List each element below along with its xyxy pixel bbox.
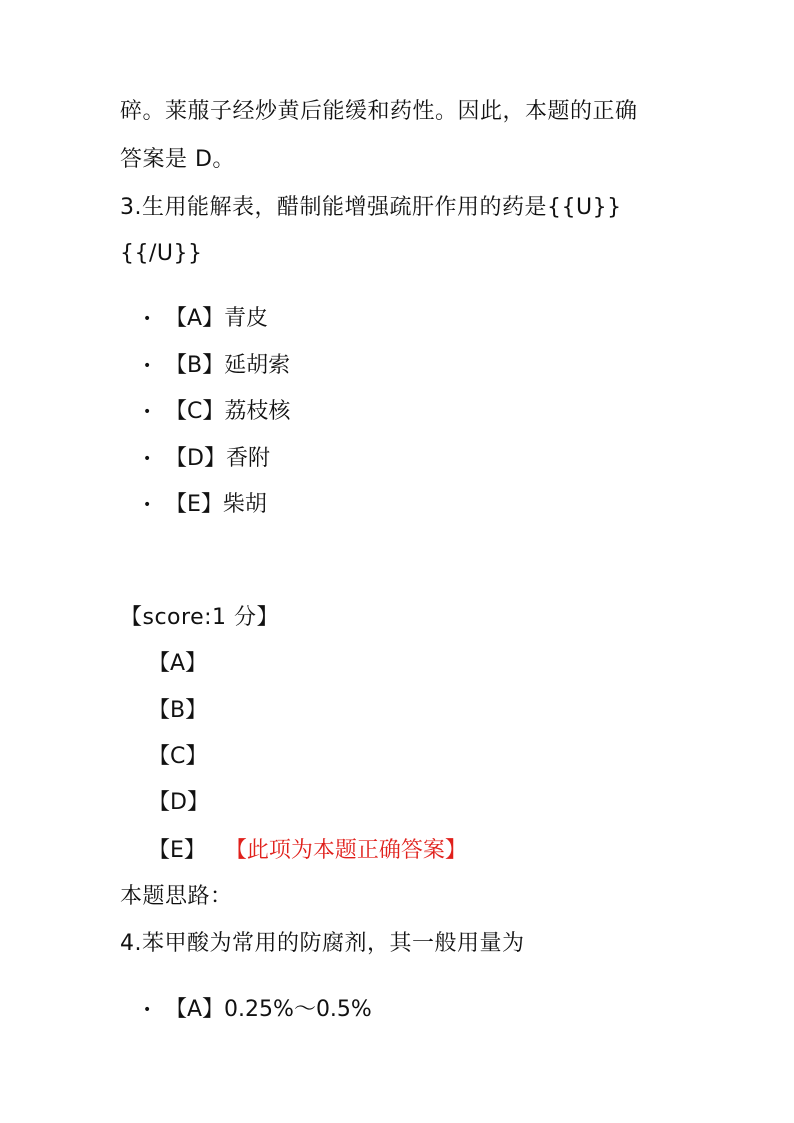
- paragraph-line-1: 碎。莱菔子经炒黄后能缓和药性。因此，本题的正确: [120, 99, 638, 124]
- question-3-option-a: [143, 304, 268, 334]
- question-3-option-b: [143, 351, 290, 381]
- option-label: 【B】延胡索: [165, 353, 291, 378]
- bullet-icon: •: [143, 404, 152, 420]
- bullet-icon: •: [143, 1002, 152, 1018]
- bullet-icon: •: [143, 311, 152, 327]
- question-3-stem: 3.生用能解表，醋制能增强疏肝作用的药是{{U}}: [120, 195, 622, 220]
- question-3-option-e: [143, 490, 267, 520]
- answer-b: 【B】: [148, 698, 208, 723]
- bullet-icon: •: [143, 358, 152, 374]
- question-4-option-a: [143, 995, 372, 1025]
- option-label: 【E】柴胡: [165, 492, 267, 517]
- option-label: 【A】0.25%～0.5%: [165, 997, 372, 1022]
- bullet-icon: •: [143, 497, 152, 513]
- answer-a: 【A】: [148, 651, 208, 676]
- answer-d: 【D】: [148, 790, 209, 815]
- option-label: 【A】青皮: [165, 306, 269, 331]
- answer-e: [148, 836, 467, 866]
- option-label: 【C】荔枝核: [165, 399, 291, 424]
- question-3-option-d: [143, 444, 270, 474]
- score-label: 【score:1 分】: [120, 605, 280, 630]
- bullet-icon: •: [143, 451, 152, 467]
- thinking-label: 本题思路：: [120, 884, 233, 909]
- answer-e-label: 【E】: [148, 838, 206, 863]
- correct-answer-note: 【此项为本题正确答案】: [235, 838, 467, 863]
- question-4-stem: 4.苯甲酸为常用的防腐剂，其一般用量为: [120, 931, 525, 956]
- question-3-option-c: [143, 397, 290, 427]
- paragraph-line-2: 答案是 D。: [120, 147, 235, 172]
- option-label: 【D】香附: [165, 446, 270, 471]
- answer-c: 【C】: [148, 744, 208, 769]
- question-3-stem-continued: {{/U}}: [120, 241, 203, 266]
